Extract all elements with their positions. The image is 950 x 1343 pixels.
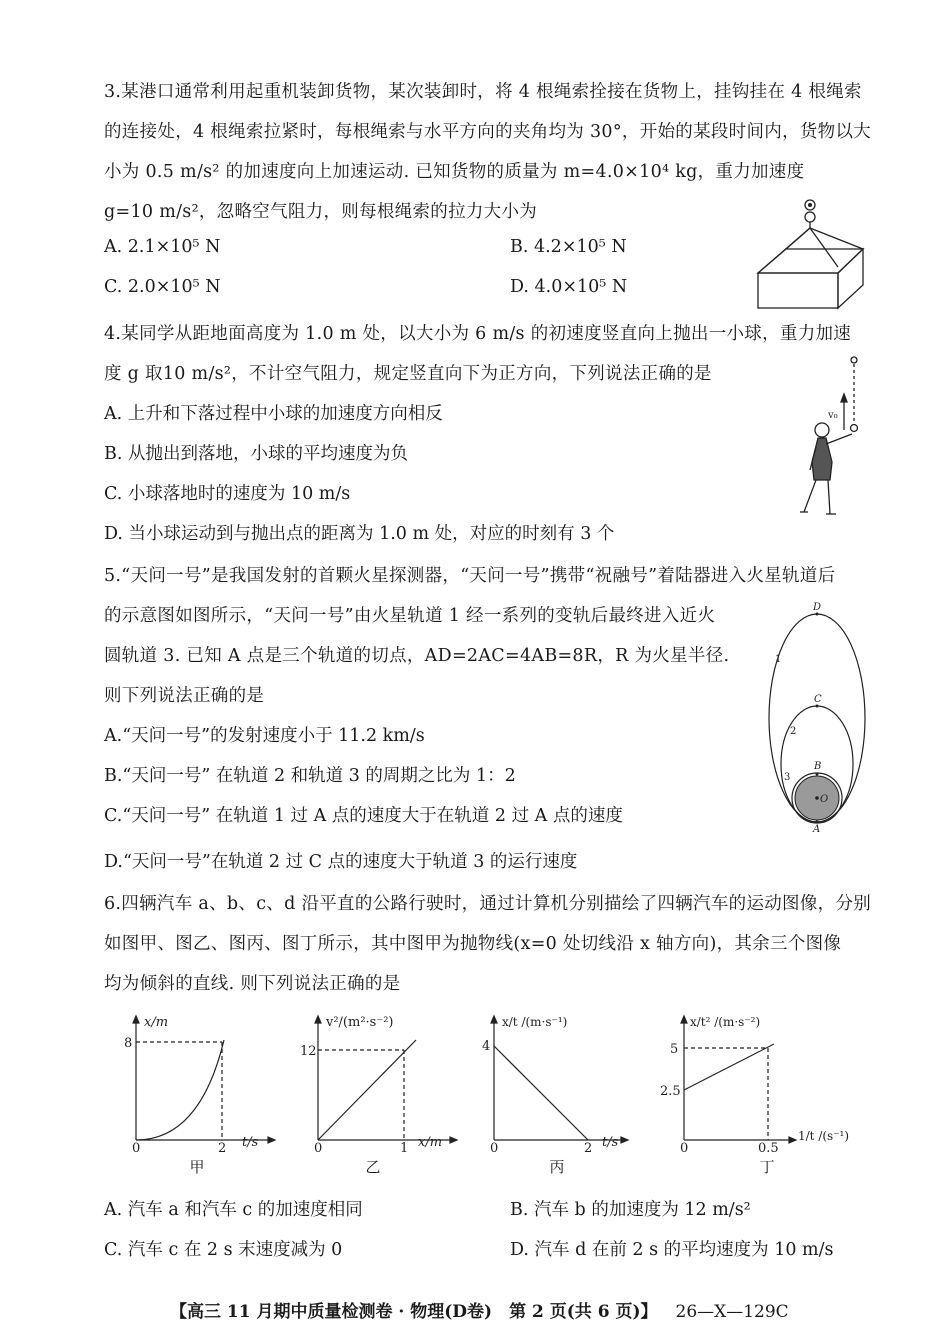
q5-label-orbit-3: 3 [784,772,791,783]
q5-option-d: D.“天问一号”在轨道 2 过 C 点的速度大于轨道 3 的运行速度 [104,852,578,872]
q3-stem-line-1: 3.某港口通常利用起重机装卸货物，某次装卸时，将 4 根绳索拴接在货物上，挂钩挂在 4 根绳索 [104,82,862,102]
q3-option-d: D. 4.0×10⁵ N [510,277,628,297]
q5-label-o: O [820,794,829,805]
q5-label-orbit-1: 1 [775,654,782,665]
q5-label-b: B [814,761,822,772]
q4-stem-line-2: 度 g 取10 m/s²，不计空气阻力，规定竖直向下为正方向，下列说法正确的是 [104,364,712,384]
ding-y-axis-label: x/t² /(m·s⁻²) [690,1015,761,1029]
yi-x-tick: 1 [400,1141,409,1152]
q5-option-c: C.“天问一号” 在轨道 1 过 A 点的速度大于在轨道 2 过 A 点的速度 [104,806,623,826]
bing-origin: 0 [490,1141,499,1152]
ding-caption: 丁 [759,1158,775,1176]
q6-stem-line-2: 如图甲、图乙、图丙、图丁所示，其中图甲为抛物线(x=0 处切线沿 x 轴方向)，其余三个图像 [104,934,842,954]
q3-option-a: A. 2.1×10⁵ N [104,237,221,257]
ding-y-tick-2-5: 2.5 [660,1084,681,1099]
jia-y-axis-label: x/m [144,1015,169,1030]
q3-stem-line-3: 小为 0.5 m/s² 的加速度向上加速运动. 已知货物的质量为 m=4.0×10⁴ kg，重力加速度 [104,162,805,182]
yi-y-axis-label: v²/(m²·s⁻²) [326,1015,394,1030]
yi-origin: 0 [314,1141,323,1152]
jia-x-tick: 2 [218,1141,227,1152]
yi-y-tick: 12 [300,1044,317,1059]
q3-stem-line-2: 的连接处，4 根绳索拉紧时，每根绳索与水平方向的夹角均为 30°，开始的某段时间内，货物以大 [104,122,872,142]
q5-option-b: B.“天问一号” 在轨道 2 和轨道 3 的周期之比为 1：2 [104,766,516,786]
q4-v0-label: v₀ [828,410,838,421]
q3-option-b: B. 4.2×10⁵ N [510,237,627,257]
q6-graph-bing [468,1012,638,1152]
q6-option-c: C. 汽车 c 在 2 s 末速度减为 0 [104,1240,343,1260]
q4-option-c: C. 小球落地时的速度为 10 m/s [104,484,351,504]
q4-stem-line-1: 4.某同学从距地面高度为 1.0 m 处，以大小为 6 m/s 的初速度竖直向上抛出一小球，重力加速 [104,324,852,344]
bing-y-tick: 4 [482,1039,491,1054]
bing-caption: 丙 [549,1158,565,1176]
q6-graph-yi [292,1012,462,1152]
yi-caption: 乙 [365,1158,381,1176]
ding-y-tick-5: 5 [670,1042,679,1057]
q3-stem-line-4: g=10 m/s²，忽略空气阻力，则每根绳索的拉力大小为 [104,202,538,222]
jia-x-axis-label: t/s [242,1135,259,1150]
q4-throw-figure [790,352,870,522]
q5-option-a: A.“天问一号”的发射速度小于 11.2 km/s [104,726,425,746]
footer-title: 【高三 11 月期中质量检测卷 · 物理(D卷) 第 2 页(共 6 页)】 [170,1302,658,1322]
q6-option-d: D. 汽车 d 在前 2 s 的平均速度为 10 m/s [510,1240,834,1260]
q6-graph-ding [658,1012,858,1152]
q6-stem-line-3: 均为倾斜的直线. 则下列说法正确的是 [104,974,401,994]
q6-graph-jia [110,1012,280,1152]
q6-option-b: B. 汽车 b 的加速度为 12 m/s² [510,1200,751,1220]
q5-label-orbit-2: 2 [790,726,797,737]
q5-stem-line-1: 5.“天问一号”是我国发射的首颗火星探测器，“天问一号”携带“祝融号”着陆器进入火星轨道后 [104,566,836,586]
q5-label-a: A [813,824,821,833]
q4-option-d: D. 当小球运动到与抛出点的距离为 1.0 m 处，对应的时刻有 3 个 [104,524,615,544]
q5-stem-line-4: 则下列说法正确的是 [104,686,265,706]
q3-crane-cargo-figure [748,195,878,315]
q5-label-d: D [813,602,822,613]
jia-caption: 甲 [189,1158,205,1176]
q3-option-c: C. 2.0×10⁵ N [104,277,221,297]
q5-stem-line-2: 的示意图如图所示，“天问一号”由火星轨道 1 经一系列的变轨后最终进入近火 [104,606,716,626]
q5-stem-line-3: 圆轨道 3. 已知 A 点是三个轨道的切点，AD=2AC=4AB=8R，R 为火星半径. [104,646,730,666]
footer-code: 26—X—129C [675,1302,789,1322]
bing-x-tick: 2 [584,1141,593,1152]
q6-option-a: A. 汽车 a 和汽车 c 的加速度相同 [104,1200,363,1220]
bing-y-axis-label: x/t /(m·s⁻¹) [502,1015,568,1029]
q4-option-a: A. 上升和下落过程中小球的加速度方向相反 [104,404,443,424]
jia-y-tick: 8 [124,1036,133,1051]
q5-orbit-figure [762,598,872,833]
q4-option-b: B. 从抛出到落地，小球的平均速度为负 [104,444,408,464]
ding-origin: 0 [680,1141,689,1152]
bing-x-axis-label: t/s [602,1135,619,1150]
ding-x-tick: 0.5 [758,1141,779,1152]
q5-label-c: C [814,694,822,705]
ding-x-axis-label: 1/t /(s⁻¹) [798,1129,850,1143]
jia-origin: 0 [132,1141,141,1152]
q6-stem-line-1: 6.四辆汽车 a、b、c、d 沿平直的公路行驶时，通过计算机分别描绘了四辆汽车的运动图像，分别 [104,894,872,914]
yi-x-axis-label: x/m [418,1135,443,1150]
page-footer [170,1297,789,1322]
